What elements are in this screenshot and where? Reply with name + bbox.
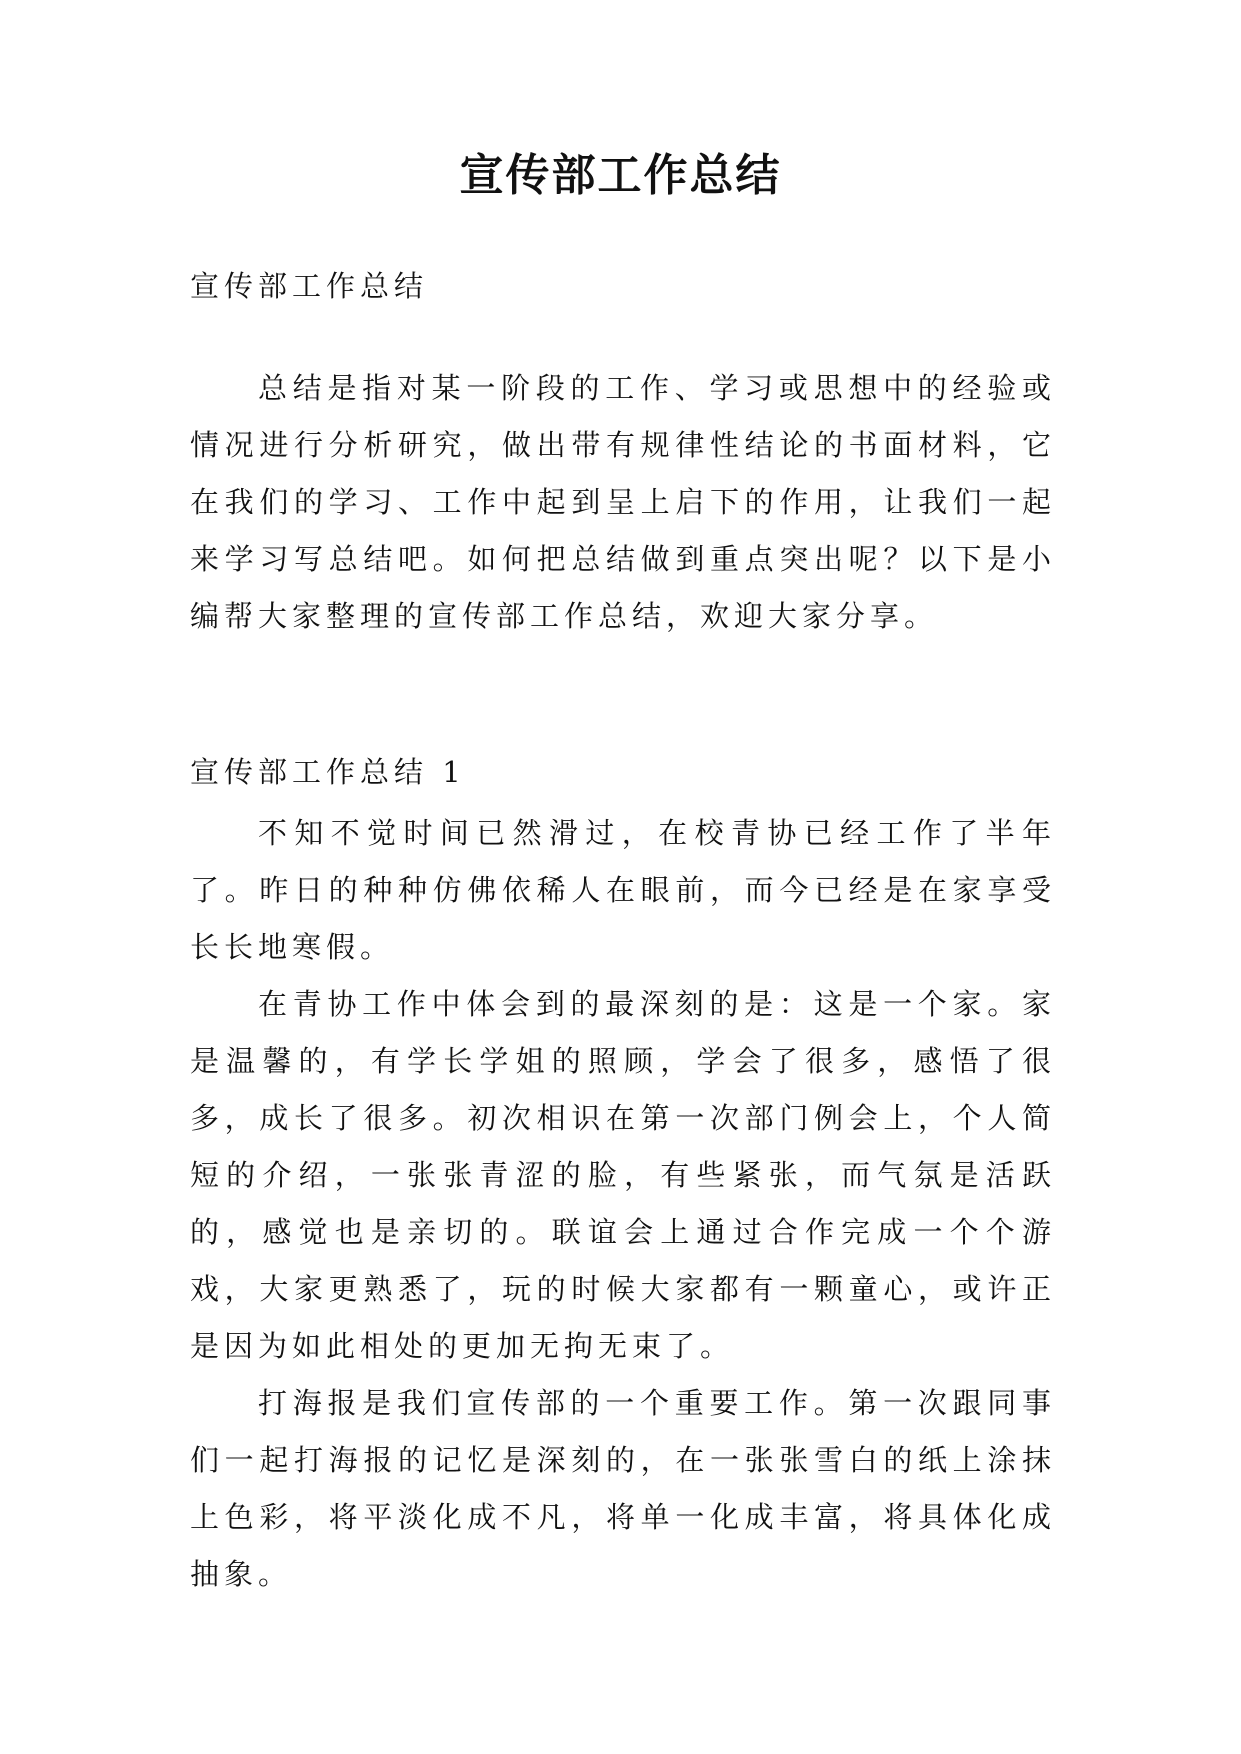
- body-paragraph-3: 打海报是我们宣传部的一个重要工作。第一次跟同事们一起打海报的记忆是深刻的，在一张张雪白的纸上涂抹上色彩，将平淡化成不凡，将单一化成丰富，将具体化成抽象。: [190, 1386, 1056, 1591]
- document-title: 宣传部工作总结: [459, 150, 782, 201]
- section-heading: 宣传部工作总结 1: [190, 755, 466, 789]
- body-paragraph-1: 不知不觉时间已然滑过，在校青协已经工作了半年了。昨日的种种仿佛依稀人在眼前，而今已经是在家享受长长地寒假。: [190, 816, 1056, 964]
- document-subtitle: 宣传部工作总结: [190, 269, 429, 303]
- intro-paragraph: 总结是指对某一阶段的工作、学习或思想中的经验或情况进行分析研究，做出带有规律性结论的书面材料，它在我们的学习、工作中起到呈上启下的作用，让我们一起来学习写总结吧。如何把总结做到重点突出呢？以下是小编帮大家整理的宣传部工作总结，欢迎大家分享。: [190, 371, 1056, 633]
- body-paragraph-2: 在青协工作中体会到的最深刻的是：这是一个家。家是温馨的，有学长学姐的照顾，学会了很多，感悟了很多，成长了很多。初次相识在第一次部门例会上，个人简短的介绍，一张张青涩的脸，有些紧张，而气氛是活跃的，感觉也是亲切的。联谊会上通过合作完成一个个游戏，大家更熟悉了，玩的时候大家都有一颗童心，或许正是因为如此相处的更加无拘无束了。: [190, 987, 1056, 1363]
